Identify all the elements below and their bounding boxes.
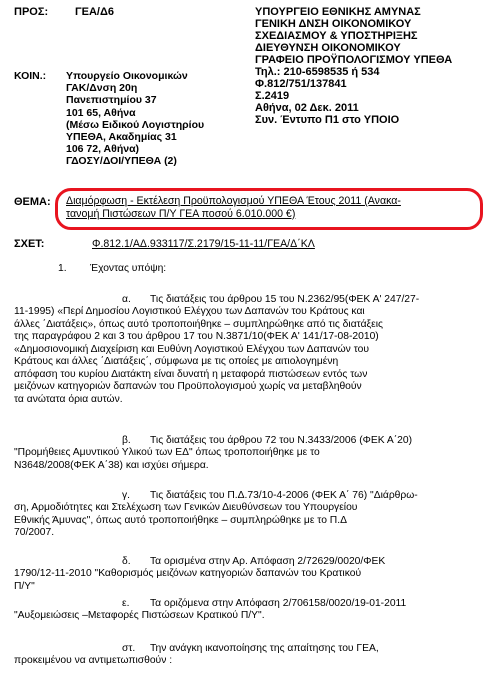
koin-line: Υπουργείο Οικονομικών — [66, 70, 188, 82]
para-label-st: στ. — [122, 643, 136, 654]
para-line: Τα ορισμένα στην Αρ. Απόφαση 2/72629/0020/ΦΕΚ — [150, 556, 386, 567]
to-label: ΠΡΟΣ: — [14, 6, 49, 18]
para-line: 1790/12-11-2010 "Καθορισμός μειζόνων κατηγοριών δαπανών του Κρατικού — [14, 568, 362, 579]
ministry-line: ΔΙΕΥΘΥΝΣΗ ΟΙΚΟΝΟΜΙΚΟΥ — [255, 42, 401, 54]
para-label-a: α. — [122, 294, 131, 305]
ministry-block — [255, 6, 452, 126]
para-line: μειζόνων κατηγοριών δαπανών του Προϋπολογισμού χωρίς να μεταβληθούν — [14, 381, 362, 392]
subject-line: Διαμόρφωση - Εκτέλεση Προϋπολογισμού ΥΠΕΘΑ Έτους 2011 (Ανακα- — [66, 195, 401, 207]
koin-line: ΥΠΕΘΑ, Ακαδημίας 31 — [66, 131, 177, 144]
attachment-line: Συν. Έντυπο Π1 στο ΥΠΟΙΟ — [255, 114, 400, 126]
para-line: Την ανάγκη ικανοποίησης της απαίτησης του ΓΕΑ, — [150, 643, 379, 654]
para-line: τα ανώτατα όρια αυτών. — [14, 393, 123, 405]
para-line: απόφαση του κυρίου Διατάκτη είναι δυνατή η μεταφορά πιστώσεων εντός των — [14, 368, 368, 380]
para-e-body — [14, 610, 265, 623]
para-line: Κράτους και άλλες ΄Διατάξεις΄, σύμφωνα με τις οποίες με αιτιολογημένη — [14, 356, 339, 367]
reference-label: ΣΧΕΤ: — [14, 238, 45, 250]
para-label-e: ε. — [122, 598, 130, 609]
para-line: ση, Αρμοδιότητες και Στελέχωση των Γενικών Διευθύνσεων του Υπουργείου — [14, 502, 358, 513]
para-line: Τα οριζόμενα στην Απόφαση 2/706158/0020/19-01-2011 — [150, 598, 407, 609]
koin-line: 101 65, Αθήνα — [66, 106, 136, 119]
para-a-body — [14, 306, 480, 406]
item-intro: Έχοντας υπόψη: — [90, 263, 167, 274]
para-label-b: β. — [122, 435, 131, 446]
para-line: Τις διατάξεις του Π.Δ.73/10-4-2006 (ΦΕΚ Α΄ 76) "Διάρθρω- — [150, 490, 418, 501]
ministry-line: ΓΕΝΙΚΗ ΔΝΣΗ ΟΙΚΟΝΟΜΙΚΟΥ — [255, 18, 412, 30]
koin-line: (Μέσω Ειδικού Λογιστηρίου — [66, 118, 205, 131]
serial-number: Σ.2419 — [255, 90, 290, 102]
para-line: Τις διατάξεις του άρθρου 15 του Ν.2362/95(ΦΕΚ Α' 247/27- — [150, 294, 420, 305]
subject-line: τανομή Πιστώσεων Π/Υ ΓΕΑ ποσού 6.010.000 €) — [66, 207, 296, 220]
para-line: 70/2007. — [14, 527, 55, 538]
para-st-body — [14, 655, 172, 668]
subject-label: ΘΕΜΑ: — [14, 196, 51, 208]
to-value: ΓΕΑ/Δ6 — [75, 6, 114, 18]
koin-label: ΚΟΙΝ.: — [14, 70, 47, 82]
para-d-body — [14, 568, 361, 593]
ministry-line: ΓΡΑΦΕΙΟ ΠΡΟΫΠΟΛΟΓΙΣΜΟΥ ΥΠΕΘΑ — [255, 54, 453, 66]
protocol-number: Φ.812/751/137841 — [255, 78, 347, 90]
para-line: Ν3648/2008(ΦΕΚ Α΄38) και ισχύει σήμερα. — [14, 459, 209, 471]
para-line: «Δημοσιονομική Διαχείριση και Ευθύνη Λογιστικού Ελέγχου των Δαπανών του — [14, 343, 369, 355]
para-g-body — [14, 502, 357, 540]
koin-line: ΓΑΚ/Δνση 20η — [66, 82, 138, 95]
ministry-line: ΥΠΟΥΡΓΕΙΟ ΕΘΝΙΚΗΣ ΑΜΥΝΑΣ — [255, 6, 421, 18]
para-line: "Αυξομειώσεις –Μεταφορές Πιστώσεων Κρατικού Π/Υ". — [14, 610, 265, 621]
koin-line: ΓΔΟΣΥ/ΔΟΙ/ΥΠΕΘΑ (2) — [66, 155, 177, 168]
para-line: Εθνικής Άμυνας", όπως αυτό τροποποιήθηκε – συμπληρώθηκε με το Π.Δ — [14, 514, 347, 526]
ministry-line: ΣΧΕΔΙΑΣΜΟΥ & ΥΠΟΣΤΗΡΙΞΗΣ — [255, 30, 418, 42]
para-line: προκειμένου να αντιμετωπισθούν : — [14, 655, 173, 666]
reference-value: Φ.812.1/ΑΔ.933117/Σ.2179/15-11-11/ΓΕΑ/Δ΄ΚΛ — [92, 238, 315, 250]
koin-line: Πανεπιστημίου 37 — [66, 94, 157, 107]
para-line: της παραγράφου 2 και 3 του άρθρου 17 του Ν.3871/10(ΦΕΚ Α' 141/17-08-2010) — [14, 331, 379, 342]
para-line: Τις διατάξεις του άρθρου 72 του Ν.3433/2006 (ΦΕΚ Α΄20) — [150, 435, 413, 446]
phone-line: Τηλ.: 210-6598535 ή 534 — [255, 66, 380, 78]
date-line: Αθήνα, 02 Δεκ. 2011 — [255, 102, 359, 114]
koin-recipients — [66, 70, 204, 168]
subject-text — [66, 195, 401, 220]
koin-line: 106 72, Αθήνα) — [66, 143, 140, 156]
para-line: "Προμήθειες Αμυντικού Υλικού των ΕΔ" όπως τροποποιήθηκε με το — [14, 447, 320, 458]
para-line: άλλες ΄Διατάξεις», όπως αυτό τροποποιήθηκε – συμπληρώθηκε από τις διατάξεις — [14, 318, 383, 330]
para-line: Π/Υ" — [14, 580, 35, 592]
para-label-d: δ. — [122, 556, 131, 567]
para-b-body — [14, 447, 320, 472]
para-line: 11-1995) «Περί Δημοσίου Λογιστικού Ελέγχου των Δαπανών του Κράτους και — [14, 306, 365, 317]
para-label-g: γ. — [122, 490, 131, 501]
item-number: 1. — [58, 263, 67, 274]
